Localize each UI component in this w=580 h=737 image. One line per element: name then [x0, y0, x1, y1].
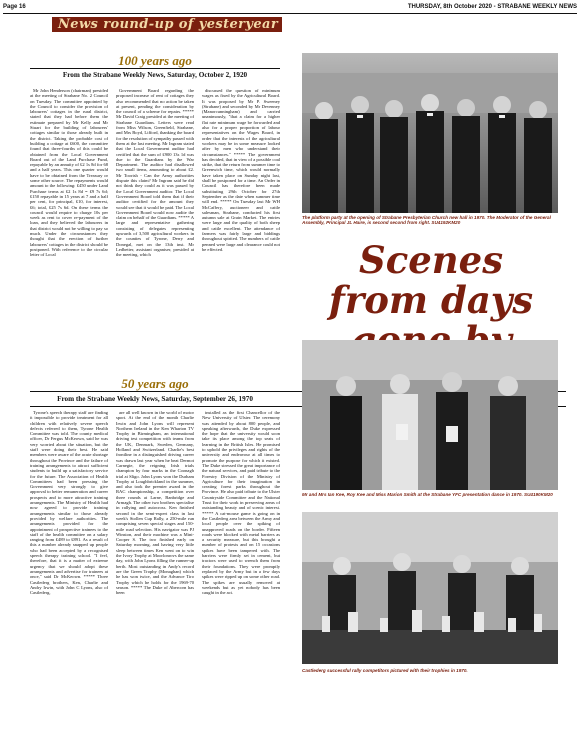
- subheading-1970: From the Strabane Weekly News, Saturday, September 26, 1970: [57, 395, 253, 403]
- rule: [30, 68, 280, 69]
- section-banner: News round-up of yesteryear: [52, 17, 282, 32]
- photo-caption: The platform party at the opening of Strabane Presbyterian Church new hall in 1970. The Moderator of the General Assembly, Principal JL Haire, is second second from right. SU4192KM20: [302, 215, 551, 226]
- photo-caption: Castlederg successful rally competitors pictured with their trophies in 1970.: [302, 668, 468, 673]
- platform-party-photo: [302, 53, 558, 213]
- subheading-1920: From the Strabane Weekly News, Saturday, October 2, 1920: [62, 71, 248, 79]
- article-column: Government Board regarding the proposed increase of rent of cottages they also recommended that no action be taken at present, pending the consideration by the council of a scheme for repairs. ***** Mr David Craig presided at the meeting of Strabane Guardians. Letters were read from Miss Wilson, Greenfield, Strabane, and Mrs Boyd, Lifford, thanking the board for the resolution of sympathy passed with them at the last meeting. Mr Ingram stated that the Local Government auditor had certified that the sum of £900 13s 1d was due to the Guardians by the War Department. The auditor had disallowed two small items, amounting to about £2. Mr Toorish - Can the Army authorities dispute this claim? Mr Ingram said he did not think they could as it was passed by the Local Government auditor. The Local Government Board told them that if their auditor certified for the amount they would see that it would be paid. The Local Government Board would now audite the claim on behalf of the Guardians. ***** A large and representative gathering consisting of delegates representing upwards of 3,500 agricultural workers in the counties of Tyrone, Derry and Donegal, met on the 13th inst. Mr Ledbetter, assistant organiser, presided at the meeting, which: [116, 88, 194, 258]
- paper-date: THURSDAY, 8th October 2020 - STRABANE WEEKLY NEWS: [407, 4, 577, 10]
- years-heading-100: 100 years ago: [118, 53, 192, 68]
- article-column: Tyrone's speech therapy staff are finding it impossible to provide treatment for all children with relatively severe speech defects referred to them, Tyrone Health Committee was told. The county medical officer, Dr Fergus McKeown, said he was very worried about the situation, but the staff were doing their best. He said members were aware of the acute shortage throughout the Province and the failure of training arrangements to attract sufficient students to build up a satisfactory service for the future. The Association of Health Committees had been pressing the Government very strongly to give approval to better remuneration and career prospects and to more attractive training arrangements. The Ministry of Health had now agreed to provide training arrangements similar to those already provided by welfare authorities. The arrangements provided for the appointment of prospective trainees to the staff of the health committee on a salary ranging from £489 to £891. As a result of this a number already snapped up people who had been accepted by a recognised speech therapy training school. "I feel, therefore, that it is a matter of extreme urgency that we should adopt these arrangements and advertise for trainees at once," said Dr McKeown. ***** Three Castlederg brothers, Ken, Charlie and Andry Irwin, with John C Lyons, also of Castlederg,: [30, 410, 108, 596]
- scenes-title: Scenes from days: [328, 238, 534, 322]
- article-column: Mr John Henderson (chairman) presided at the meeting of Strabane No. 2 Council on Tuesday. The committee appointed by the Council to consider the provision of labourers' cottages in the rural district, stated that they had before them the estimate prepared by Mr Kelly and Mr Stuart for the building of labourers' cottages similar to those already built in the district. Taking the probable cost of building a cottage at £600, the committee found that three-fourths of this could be obtained from the Local Government Board out of the Land Purchase Fund, repayable by an annuity of £2 1s 8d for 68 and a half years. This one quarter would have to be obtained from the Treasury or some other source. The repayments would amount to the following: £450 under Land Purchase terms at £2 1s 8d = £9 7s 6d; £150 repayable in 15 years at 7 and a half per cent, for principal, £10, for interest, £6; total, £25 7s 6d. On these terms the council would require to charge 10s per week as rent to cover re-payment of the loan, and they believed the labourers in that district would not be willing to pay so much. Under the circumstances they thought that the erection of further labourers' cottages in the district should be postponed. With reference to the circular letter of Local: [30, 88, 108, 258]
- photo-caption: Mr and Mrs Ian Kee, Roy Kee and Miss Marion Smith at the Strabane YFC presentation dance in 1970. SU4190KM20: [302, 492, 553, 497]
- years-heading-50: 50 years ago: [121, 376, 189, 391]
- header-rule: [3, 13, 577, 14]
- yfc-dance-photo: [302, 340, 558, 490]
- article-column: discussed the question of minimum wages as fixed by the Agricultural Board. It was proposed by Mr P. Sweeney (Strabane) and seconded by Mr Devenney (Manorcunningham) and carried unanimously, "that a claim for a higher flat rate minimum wage be forwarded and also for a proper proportion of labour representatives on the Wages Board, in order that the interests of the agricultural workers may be in some measure looked after by men who understand their circumstances." ***** The government has decided, that in view of a possible coal strike, that the return from summer time to Greenwich time, which would normally have taken place on Sunday night last, shall be postponed for a time. An Order in Council has therefore been made substituting 29th October for 27th September as the date when summer time will end. ***** On Tuesday last Mr WH McCaffery, auctioneer and cattle salesman, Strabane, conducted his first autumn sale at Grain Market. The entries were large and the quality of both sheep and cattle excellent. The attendance of farmers was fairly large and biddings throughout spirited. The numbers of cattle penned were large and clearance could not be effected.: [202, 88, 280, 252]
- page-number: Page 16: [3, 4, 26, 10]
- article-column: are all well known in the world of motor sport. At the end of the month Charlie Irwin and John Lyons will represent Northern Ireland in the Ken Wharton TV Trophy in Birmingham, an international driving test competition with teams from the UK, Denmark, Sweden, Germany, Holland and Switzerland. Charlie's best frontline in a distinguished driving career was drawn last year when he beat Dermot Carnegie, the reigning Irish trials champion by four marks in the Coonagh trial at Sligo. John Lyons won the Durham Trophy at Loughbrickland in the summer, and also took the premier award in the RAC championship, a competition over three rounds at Larne, Banbridge and Armagh. The other two brothers specialise in rallying and autocross. Ken finished second in the semi-expert class in last week's Stollen Cup Rally, a 250-mile run comprising seven special stages and 150-mile road selection. His navigator was PJ Winston, and their machine was a Mini-Cooper S. The two finished early on Saturday morning, and having very little sleep between times Ken went on to win the Ivory Trophy at Moorlonrovs the same day, with John Lyons filling the runner-up berth. Most outstanding in Andy's record are the Green Trophy (Monaghan) which he has won twice, and the Advance Tiro Trophy which he holds for the 1969-70 season. ***** The Duke of Abercorn has been: [116, 410, 194, 596]
- rally-competitors-photo: [302, 512, 558, 664]
- article-column: installed as the first Chancellor of the New University of Ulster. The ceremony was attended by about 800 people, and speaking afterwards, the Duke expressed the hope that the university would soon take its place among the top seats of learning in the British Isles. He promised to uphold the privileges and rights of the university and endeavour at all times to promote the purpose for which it existed. The Duke stressed the great importance of the natural services, and paid tribute to the Forestry Division of the Ministry of Agriculture for their imagination in creating forest parks throughout the Province. He also paid tribute to the Ulster Countryside Committee and the National Trust for their work in preserving areas of outstanding beauty and of scenic interest. ***** A cat-mouse game is going on in the Castlederg area between the Army and local people over the spiking of unapproved roads on the border. Fifteen roads were blocked with metal barriers as a security measure, but this brought a number of protests and on 15 occasions spikes have been tampered with. The barriers were firmly set in cement, but tractors were used to wrench them from their foundations. They were promptly replaced by the Army but in a few days spikes were ripped up on some other road. The spikes are usually removed at weekends but as yet nobody has been caught in the act.: [202, 410, 280, 596]
